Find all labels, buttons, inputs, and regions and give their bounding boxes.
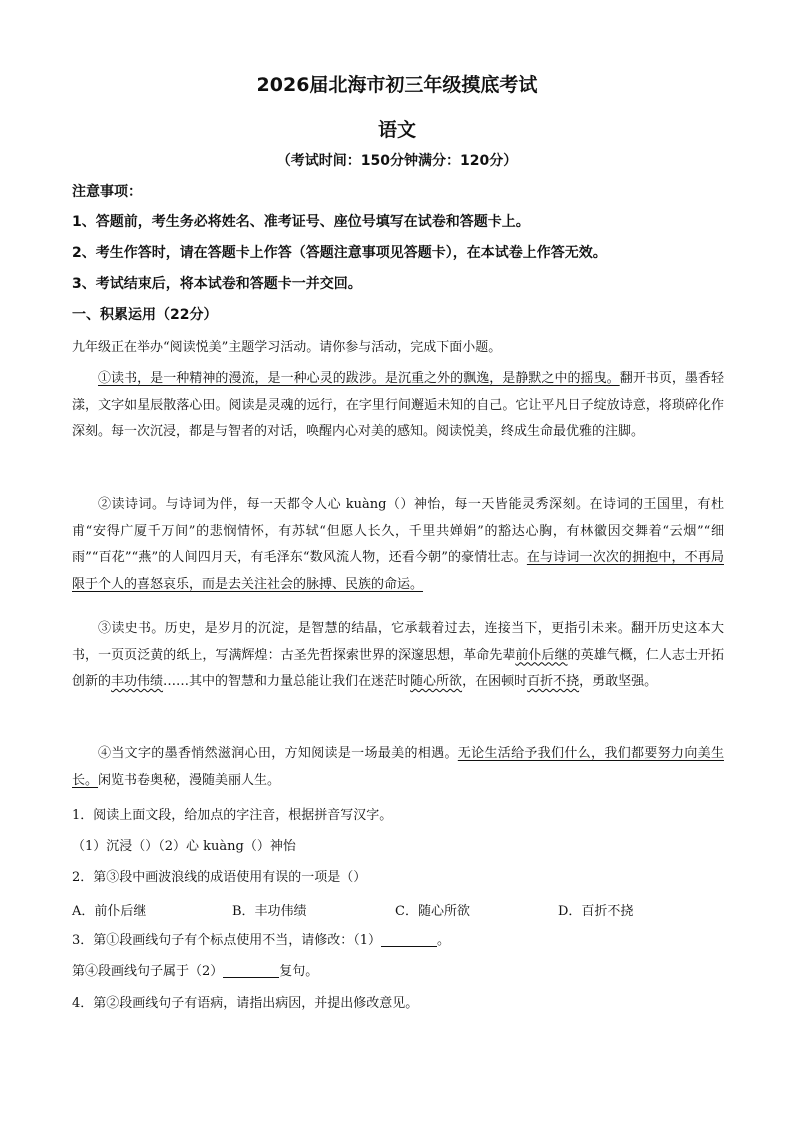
paragraph-2-text: ②读诗词。与诗词为伴，每一天都令人心 kuàng（）神怡，每一天皆能灵秀深刻。在诗词的王国里，有杜甫“安得广厦千万间”的悲悯情怀，有苏轼“但愿人长久，千里共婵娟”的豁达心胸，有林徽因交舞着“云烟”“细雨”“百花”“燕”的人间四月天，有毛泽东“数风流人物，还看今朝”的豪情壮志。 <box>72 497 724 565</box>
underlined-sentence-2: 在与诗词一次次的拥抱中，不再局限于个人的喜怒哀乐，而是去关注社会的脉搏、民族的命运。 <box>72 550 724 592</box>
question-3-text: 3．第①段画线句子有个标点使用不当，请修改：（1） <box>72 933 382 948</box>
paragraph-1 <box>72 366 724 446</box>
question-3b-text: 第④段画线句子属于（2） <box>72 964 224 979</box>
idiom-1: 前仆后继 <box>515 647 568 663</box>
question-4: 4．第②段画线句子有语病，请指出病因，并提出修改意见。 <box>72 996 419 1011</box>
exam-info: （考试时间：150分钟满分：120分） <box>276 153 518 169</box>
idiom-3: 随心所欲 <box>410 674 463 689</box>
option-c: C．随心所欲 <box>395 904 470 919</box>
notice-heading: 注意事项： <box>72 184 142 200</box>
paragraph-4 <box>72 741 724 794</box>
underlined-sentence-4: 无论生活给予我们什么，我们都要努力向美生长。 <box>72 746 724 788</box>
section-heading: 一、积累运用（22分） <box>72 307 218 323</box>
paragraph-4-text-1: ④当文字的墨香悄然滋润心田，方知阅读是一场最美的相遇。 <box>98 746 458 761</box>
answer-blank-2[interactable] <box>223 963 279 978</box>
option-a: A．前仆后继 <box>72 904 147 919</box>
question-3-part-1 <box>72 932 724 950</box>
exam-title: 2026届北海市初三年级摸底考试 <box>256 74 538 96</box>
paragraph-3-text-2: 的英雄气概，仁人志士开拓创新的 <box>72 647 724 689</box>
paragraph-1-text: 翻开书页，墨香轻漾，文字如星辰散落心田。阅读是灵魂的远行，在字里行间邂逅未知的自己。它让平凡日子绽放诗意，将琐碎化作深刻。每一次沉浸，都是与智者的对话，唤醒内心对美的感知。阅读悦美，终成生命最优雅的注脚。 <box>72 371 724 439</box>
paragraph-3-text-1: ③读史书。历史，是岁月的沉淀，是智慧的结晶，它承载着过去，连接当下，更指引未来。翻开历史这本大书，一页页泛黄的纸上，写满辉煌：古圣先哲探索世界的深邃思想，革命先辈 <box>72 621 724 663</box>
paragraph-4-text-2: 闲览书卷奥秘，漫随美丽人生。 <box>98 772 281 788</box>
underlined-sentence-1: ①读书，是一种精神的漫流，是一种心灵的跋涉。是沉重之外的飘逸，是静默之中的摇曳。 <box>98 371 620 386</box>
option-b: B．丰功伟绩 <box>232 904 307 919</box>
answer-blank-1[interactable] <box>381 932 437 947</box>
notice-item-1: 1、答题前，考生务必将姓名、准考证号、座位号填写在试卷和答题卡上。 <box>72 214 530 230</box>
paragraph-3-text-4: ，在困顿时 <box>462 674 528 689</box>
paragraph-3 <box>72 616 724 696</box>
question-3b-end: 复句。 <box>279 964 319 979</box>
paragraph-3-text-3: ……其中的智慧和力量总能让我们在迷茫时 <box>163 674 411 689</box>
idiom-4: 百折不挠 <box>527 674 580 689</box>
question-3-part-2 <box>72 963 724 981</box>
section-intro: 九年级正在举办“阅读悦美”主题学习活动。请你参与活动，完成下面小题。 <box>72 340 502 355</box>
subject-title: 语文 <box>377 119 416 141</box>
question-3-end: 。 <box>437 933 451 948</box>
option-d: D．百折不挠 <box>558 904 634 919</box>
paragraph-2 <box>72 492 724 598</box>
notice-item-2: 2、考生作答时，请在答题卡上作答（答题注意事项见答题卡），在本试卷上作答无效。 <box>72 245 607 261</box>
paragraph-3-text-5: ，勇敢坚强。 <box>579 674 658 689</box>
question-1: 1．阅读上面文段，给加点的字注音，根据拼音写汉字。 <box>72 808 393 823</box>
notice-item-3: 3、考试结束后，将本试卷和答题卡一并交回。 <box>72 276 362 292</box>
question-2: 2．第③段中画波浪线的成语使用有误的一项是（） <box>72 870 367 885</box>
question-1-sub: （1）沉浸（）（2）心 kuàng（）神怡 <box>72 839 296 854</box>
idiom-2: 丰功伟绩 <box>111 674 164 689</box>
